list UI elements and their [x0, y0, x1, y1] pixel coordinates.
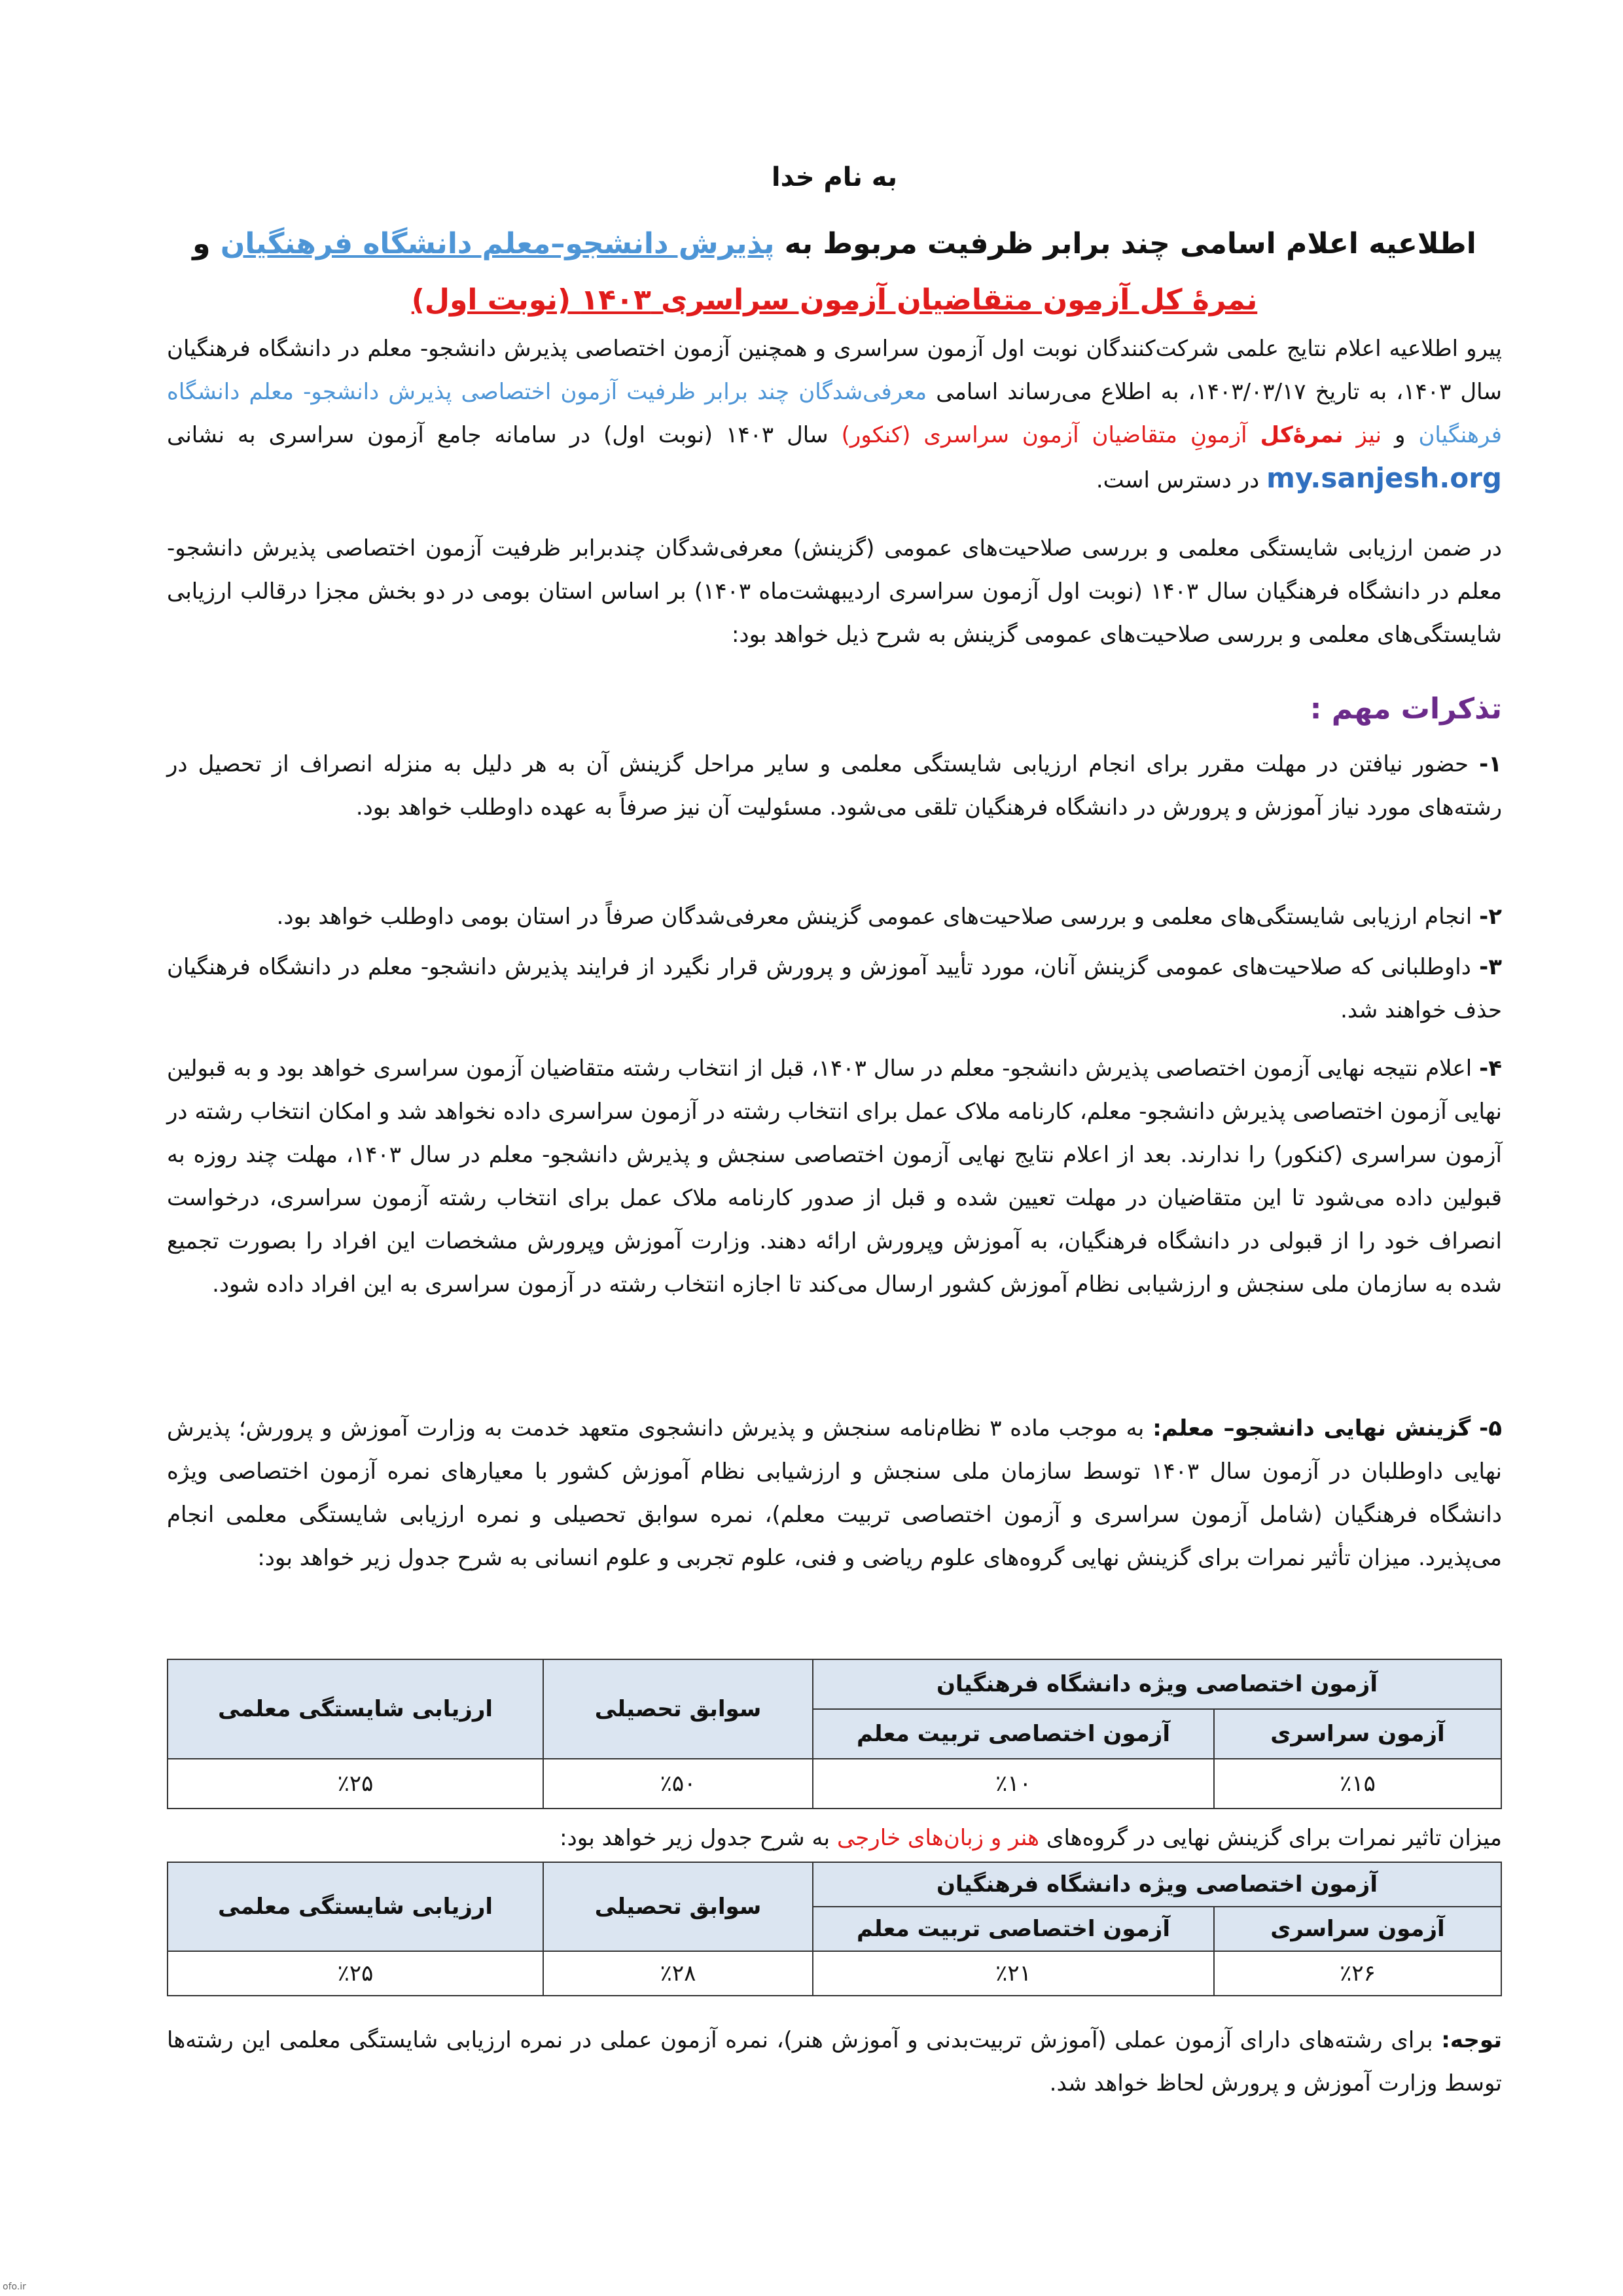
footnote-label: توجه: [1441, 2027, 1502, 2053]
note-2-number: ۲- [1479, 904, 1502, 930]
between-highlight-art-languages: هنر و زبان‌های خارجی [836, 1825, 1040, 1851]
note-2-text: انجام ارزیابی شایستگی‌های معلمی و بررسی صلاحیت‌های عمومی گزینش معرفی‌شدگان صرفاً در استان بومی داوطلب خواهد بود. [276, 904, 1472, 930]
table2-header-records: سوابق تحصیلی [543, 1862, 813, 1951]
intro-text-also: نیز [1356, 422, 1382, 448]
intro-paragraph-2: در ضمن ارزیابی شایستگی معلمی و بررسی صلاحیت‌های عمومی (گزینش) معرفی‌شدگان چندبرابر ظرفیت آزمون اختصاصی پذیرش دانشجو- معلم در دانشگاه فرهنگیان سال ۱۴۰۳ (نوبت اول آزمون سراسری اردیبهشت‌ماه ۱۴۰۳) بر اساس استان بومی در دو بخش مجزا درقالب ارزیابی شایستگی‌های معلمی و بررسی صلاحیت‌های عمومی گزینش به شرح ذیل خواهد بود: [167, 535, 1502, 648]
table2-value-records: ٪۲۸ [543, 1951, 813, 1996]
important-notes-heading: تذکرات مهم : [1310, 692, 1502, 726]
table1-header-competency: ارزیابی شایستگی معلمی [168, 1659, 543, 1759]
table1-header-national: آزمون سراسری [1214, 1709, 1501, 1759]
table2-header-national: آزمون سراسری [1214, 1907, 1501, 1951]
score-weight-table-2 [167, 1862, 1502, 1996]
between-text-c: به شرح جدول زیر خواهد بود: [560, 1825, 830, 1851]
note-3-text: داوطلبانی که صلاحیت‌های عمومی گزینش آنان، مورد تأیید آموزش و پرورش قرار نگیرد از فرایند پذیرش دانشجو- معلم در دانشگاه فرهنگیان حذف خواهند شد. [167, 954, 1502, 1023]
note-1-number: ۱- [1479, 751, 1502, 777]
table1-value-competency: ٪۲۵ [168, 1759, 543, 1809]
table2-header-special: آزمون اختصاصی تربیت معلم [813, 1907, 1214, 1951]
title-admission-link-text: پذیرش دانشجو–معلم دانشگاه فرهنگیان [220, 227, 775, 260]
table1-value-special: ٪۱۰ [813, 1759, 1214, 1809]
note-1-text: حضور نیافتن در مهلت مقرر برای انجام ارزیابی شایستگی معلمی و سایر مراحل گزینش آن به هر دلیل به منزله انصراف از تحصیل در رشته‌های مورد نیاز آموزش و پرورش در دانشگاه فرهنگیان تلقی می‌شود. مسئولیت آن نیز صرفاً به عهده داوطلب خواهد بود. [167, 751, 1502, 821]
intro-highlight-applicants: آزمونِ متقاضیان آزمون سراسری (کنکور) [841, 422, 1247, 448]
title-total-score-text: نمرۀ کل آزمون متقاضیان آزمون سراسری ۱۴۰۳ (نوبت اول) [411, 283, 1258, 317]
note-3-number: ۳- [1479, 954, 1502, 980]
table2-value-special: ٪۲۱ [813, 1951, 1214, 1996]
table2-header-competency: ارزیابی شایستگی معلمی [168, 1862, 543, 1951]
note-4-number: ۴- [1479, 1055, 1502, 1082]
note-2 [167, 895, 1502, 938]
announcement-title [167, 216, 1502, 328]
table2-value-competency: ٪۲۵ [168, 1951, 543, 1996]
intro-text-g: سال ۱۴۰۳ (نوبت اول) در سامانه جامع آزمون سراسری به نشانی [167, 422, 829, 448]
sanjesh-site-link[interactable]: my.sanjesh.org [1266, 462, 1502, 494]
intro-text-h: در دسترس است. [1096, 467, 1260, 493]
table2-intro-line [167, 1816, 1502, 1860]
table1-value-records: ٪۵۰ [543, 1759, 813, 1809]
title-connector: و [192, 227, 211, 260]
table1-header-special: آزمون اختصاصی تربیت معلم [813, 1709, 1214, 1759]
bismillah-heading: به نام خدا [771, 162, 898, 192]
between-text-a: میزان تاثیر نمرات برای گزینش نهایی در گروه‌های [1046, 1825, 1502, 1851]
note-5-number: ۵- [1479, 1415, 1503, 1441]
watermark-text: ofo.ir [3, 2282, 26, 2292]
intro-text-c: و [1395, 422, 1406, 448]
footnote-paragraph [167, 2019, 1502, 2105]
table2-group-header: آزمون اختصاصی ویژه دانشگاه فرهنگیان [813, 1862, 1501, 1907]
footnote-text: برای رشته‌های دارای آزمون عملی (آموزش تربیت‌بدنی و آموزش هنر)، نمره آزمون عملی در نمره ارزیابی شایستگی معلمی این رشته‌ها توسط وزارت آموزش و پرورش لحاظ خواهد شد. [167, 2027, 1502, 2096]
table1-header-records: سوابق تحصیلی [543, 1659, 813, 1759]
note-5-text: به موجب ماده ۳ نظام‌نامه سنجش و پذیرش دانشجوی متعهد خدمت به وزارت آموزش و پرورش؛ پذیرش نهایی داوطلبان در آزمون سال ۱۴۰۳ توسط سازمان ملی سنجش و ارزشیابی نظام آموزش کشور با معیارهای نمره آزمون اختصاصی ویژه دانشگاه فرهنگیان (شامل آزمون سراسری و آزمون اختصاصی تربیت معلم)، نمره سوابق تحصیلی و نمره ارزیابی شایستگی معلمی انجام می‌پذیرد. میزان تأثیر نمرات برای گزینش نهایی گروه‌های علوم ریاضی و فنی، علوم تجربی و علوم انسانی به شرح جدول زیر خواهد بود: [167, 1415, 1502, 1571]
intro-paragraph-1 [167, 327, 1502, 502]
intro-highlight-total-score: نمرۀکل [1260, 422, 1344, 448]
table1-group-header: آزمون اختصاصی ویژه دانشگاه فرهنگیان [813, 1659, 1501, 1709]
note-5 [167, 1407, 1502, 1580]
intro-text-a: پیرو اطلاعیه اعلام نتایج علمی شرکت‌کنندگان نوبت اول آزمون سراسری و همچنین آزمون اختصاصی پذیرش دانشجو- معلم در دانشگاه فرهنگیان سال ۱۴۰۳، به تاریخ ۱۴۰۳/۰۳/۱۷، به اطلاع می‌رساند اسامی [167, 336, 1503, 405]
intro-highlight-introduced: معرفی‌شدگان چند برابر ظرفیت آزمون اختصاصی پذیرش دانشجو- معلم دانشگاه فرهنگیان [167, 379, 1503, 448]
note-1 [167, 743, 1502, 829]
table1-value-national: ٪۱۵ [1214, 1759, 1501, 1809]
note-3 [167, 945, 1502, 1032]
title-text: اطلاعیه اعلام اسامی چند برابر ظرفیت مربوط به [784, 227, 1476, 260]
note-4 [167, 1047, 1502, 1306]
table2-value-national: ٪۲۶ [1214, 1951, 1501, 1996]
note-5-title: گزینش نهایی دانشجو– معلم: [1152, 1415, 1471, 1441]
note-4-text: اعلام نتیجه نهایی آزمون اختصاصی پذیرش دانشجو- معلم در سال ۱۴۰۳، قبل از انتخاب رشته متقاضیان آزمون سراسری خواهد بود و به قبولین نهایی آزمون اختصاصی پذیرش دانشجو- معلم، کارنامه ملاک عمل برای انتخاب رشته در آزمون سراسری داده نخواهد شد و امکان انتخاب رشته در آزمون سراسری (کنکور) را ندارند. بعد از اعلام نتایج نهایی آزمون اختصاصی سنجش و پذیرش دانشجو- معلم در سال ۱۴۰۳، مهلت چند روزه به قبولین داده می‌شود تا این متقاضیان در مهلت تعیین شده و قبل از صدور کارنامه ملاک عمل برای انتخاب رشته آزمون سراسری، درخواست انصراف خود را از قبولی در دانشگاه فرهنگیان، به آموزش وپرورش ارائه دهند. وزارت آموزش وپرورش مشخصات این افراد را بصورت تجمیع شده به سازمان ملی سنجش و ارزشیابی نظام آموزش کشور ارسال می‌کند تا اجازه انتخاب رشته در آزمون سراسری به این افراد داده شود. [167, 1055, 1502, 1298]
score-weight-table-1 [167, 1659, 1502, 1809]
